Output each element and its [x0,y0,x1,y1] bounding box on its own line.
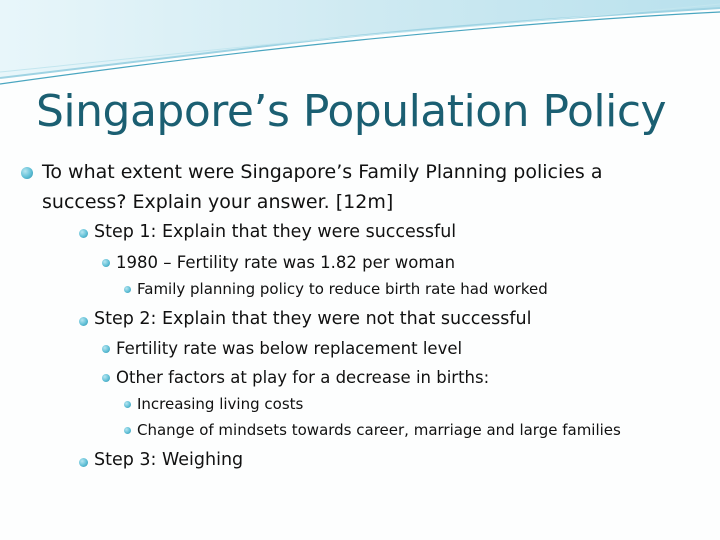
bullet-icon [79,229,88,238]
bullet-icon [124,427,131,434]
step-2-point-1: Fertility rate was below replacement level [116,339,463,358]
bullet-icon [21,167,33,179]
step-1-heading: Step 1: Explain that they were successful [94,222,457,242]
step-2-subpoint-1: Increasing living costs [137,395,304,413]
bullet-icon [124,401,131,408]
step-1-point: 1980 – Fertility rate was 1.82 per woman [116,253,456,272]
step-3-heading: Step 3: Weighing [94,450,244,470]
bullet-icon [102,259,110,267]
bullet-icon [102,374,110,382]
step-2-point-2: Other factors at play for a decrease in births: [116,368,490,387]
step-2-heading: Step 2: Explain that they were not that successful [94,309,532,329]
slide-title: Singapore’s Population Policy [36,86,667,137]
bullet-icon [79,458,88,467]
question-line-1: To what extent were Singapore’s Family Planning policies a [42,161,603,183]
header-wave-decoration [0,0,720,90]
question-line-2: success? Explain your answer. [12m] [42,191,394,213]
bullet-icon [79,317,88,326]
step-1-subpoint: Family planning policy to reduce birth rate had worked [137,280,548,298]
step-2-subpoint-2: Change of mindsets towards career, marriage and large families [137,421,621,439]
bullet-icon [102,345,110,353]
bullet-icon [124,286,131,293]
